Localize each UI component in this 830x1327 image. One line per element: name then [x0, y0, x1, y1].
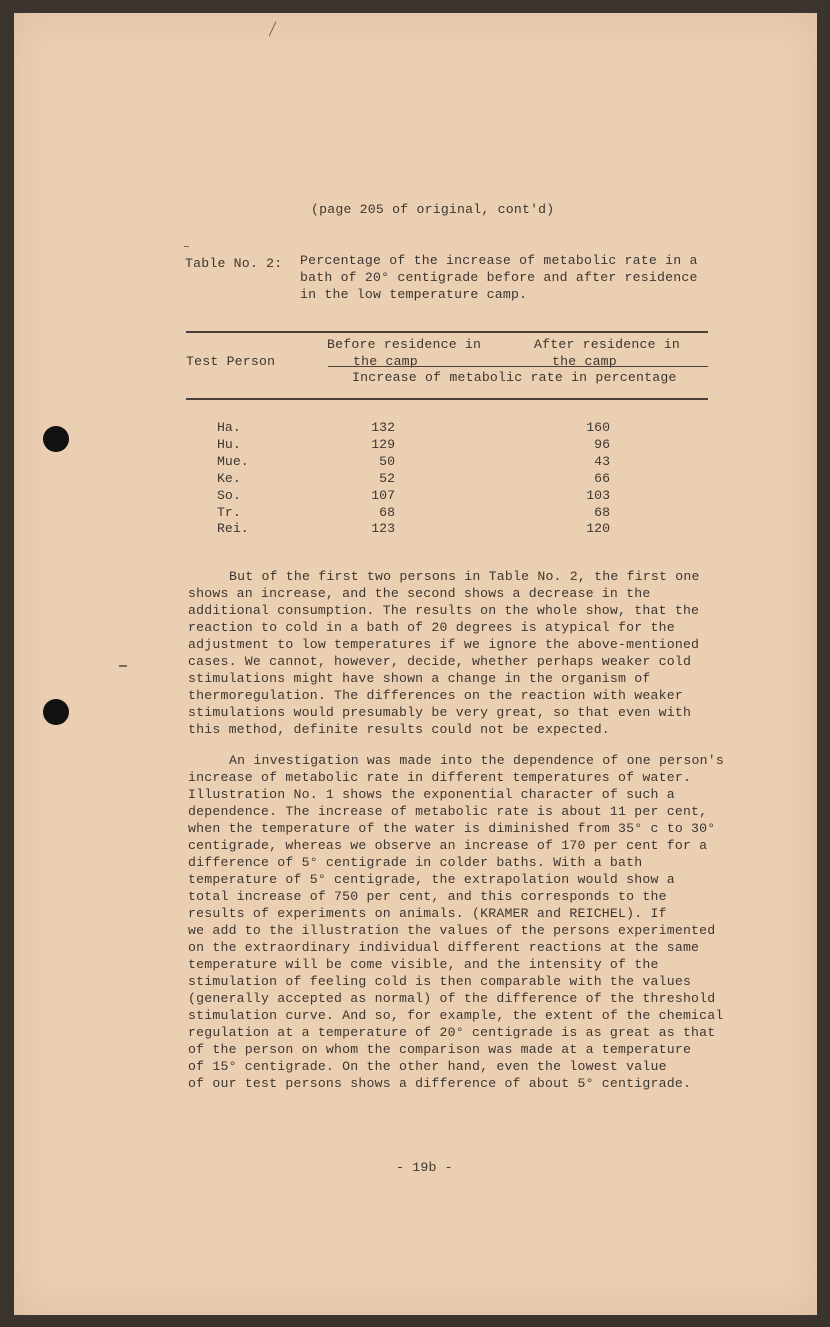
- paragraph-line: temperature will be come visible, and the intensity of the: [188, 957, 659, 972]
- table-row-person: Rei.: [217, 521, 249, 536]
- table-row-person: Mue.: [217, 454, 249, 469]
- paragraph-line: reaction to cold in a bath of 20 degrees is atypical for the: [188, 620, 675, 635]
- paragraph-line: stimulations might have shown a change in the organism of: [188, 671, 651, 686]
- paragraph-line: stimulation curve. And so, for example, the extent of the chemical: [188, 1008, 724, 1023]
- table-caption-line: in the low temperature camp.: [300, 287, 528, 302]
- table-caption-line: Percentage of the increase of metabolic rate in a: [300, 253, 698, 268]
- stray-mark: [184, 246, 189, 247]
- table-row-after: 120: [586, 521, 610, 536]
- column-header-before-sub: the camp: [353, 354, 418, 369]
- paragraph-line: (generally accepted as normal) of the difference of the threshold: [188, 991, 716, 1006]
- paragraph-line: on the extraordinary individual different reactions at the same: [188, 940, 700, 955]
- paragraph-line: thermoregulation. The differences on the reaction with weaker: [188, 688, 683, 703]
- punch-hole-top: [43, 426, 69, 452]
- paragraph-line: An investigation was made into the dependence of one person's: [229, 753, 724, 768]
- column-header-before: Before residence in: [327, 337, 482, 352]
- paragraph-line: stimulation of feeling cold is then comparable with the values: [188, 974, 692, 989]
- table-row-before: 68: [379, 505, 395, 520]
- paragraph-line: temperature of 5° centigrade, the extrapolation would show a: [188, 872, 675, 887]
- table-row-person: Ke.: [217, 471, 241, 486]
- column-header-person: Test Person: [186, 354, 276, 369]
- paragraph-line: increase of metabolic rate in different temperatures of water.: [188, 770, 692, 785]
- paragraph-line: regulation at a temperature of 20° centigrade is as great as that: [188, 1025, 716, 1040]
- paragraph-line: we add to the illustration the values of the persons experimented: [188, 923, 716, 938]
- page-header: (page 205 of original, cont'd): [311, 202, 555, 217]
- paragraph-line: adjustment to low temperatures if we ignore the above-mentioned: [188, 637, 700, 652]
- paragraph-line: of 15° centigrade. On the other hand, even the lowest value: [188, 1059, 667, 1074]
- paragraph-line: cases. We cannot, however, decide, whether perhaps weaker cold: [188, 654, 692, 669]
- table-row-after: 103: [586, 488, 610, 503]
- table-row-before: 132: [371, 420, 395, 435]
- paragraph-line: of our test persons shows a difference of about 5° centigrade.: [188, 1076, 692, 1091]
- table-row-after: 43: [594, 454, 610, 469]
- column-subheader: Increase of metabolic rate in percentage: [352, 370, 677, 385]
- table-row-after: 68: [594, 505, 610, 520]
- table-label: Table No. 2:: [185, 256, 283, 271]
- column-header-after-sub: the camp: [552, 354, 617, 369]
- table-row-before: 50: [379, 454, 395, 469]
- paragraph-line: difference of 5° centigrade in colder baths. With a bath: [188, 855, 643, 870]
- table-row-before: 52: [379, 471, 395, 486]
- table-row-person: Ha.: [217, 420, 241, 435]
- paragraph-line: of the person on whom the comparison was made at a temperature: [188, 1042, 692, 1057]
- paragraph-line: shows an increase, and the second shows a decrease in the: [188, 586, 651, 601]
- table-row-after: 160: [586, 420, 610, 435]
- page-number: - 19b -: [396, 1160, 453, 1175]
- paragraph-line: stimulations would presumably be very great, so that even with: [188, 705, 692, 720]
- table-caption-line: bath of 20° centigrade before and after residence: [300, 270, 698, 285]
- table-header-bottom-rule: [186, 398, 708, 400]
- paragraph-line: dependence. The increase of metabolic rate is about 11 per cent,: [188, 804, 708, 819]
- paragraph-line: centigrade, whereas we observe an increase of 170 per cent for a: [188, 838, 708, 853]
- column-header-after: After residence in: [534, 337, 681, 352]
- table-row-after: 96: [594, 437, 610, 452]
- table-row-person: So.: [217, 488, 241, 503]
- pencil-mark: [269, 22, 277, 37]
- punch-hole-bottom: [43, 699, 69, 725]
- paragraph-line: Illustration No. 1 shows the exponential character of such a: [188, 787, 675, 802]
- table-row-person: Tr.: [217, 505, 241, 520]
- table-row-person: Hu.: [217, 437, 241, 452]
- paragraph-line: But of the first two persons in Table No. 2, the first one: [229, 569, 700, 584]
- paragraph-line: when the temperature of the water is diminished from 35° c to 30°: [188, 821, 716, 836]
- stray-mark: [119, 665, 127, 667]
- paragraph-line: results of experiments on animals. (KRAMER and REICHEL). If: [188, 906, 667, 921]
- header-underline: [328, 366, 708, 367]
- table-row-before: 123: [371, 521, 395, 536]
- table-row-after: 66: [594, 471, 610, 486]
- paragraph-line: additional consumption. The results on the whole show, that the: [188, 603, 700, 618]
- paragraph-line: total increase of 750 per cent, and this corresponds to the: [188, 889, 667, 904]
- paragraph-line: this method, definite results could not be expected.: [188, 722, 610, 737]
- table-row-before: 107: [371, 488, 395, 503]
- table-top-rule: [186, 331, 708, 333]
- table-row-before: 129: [371, 437, 395, 452]
